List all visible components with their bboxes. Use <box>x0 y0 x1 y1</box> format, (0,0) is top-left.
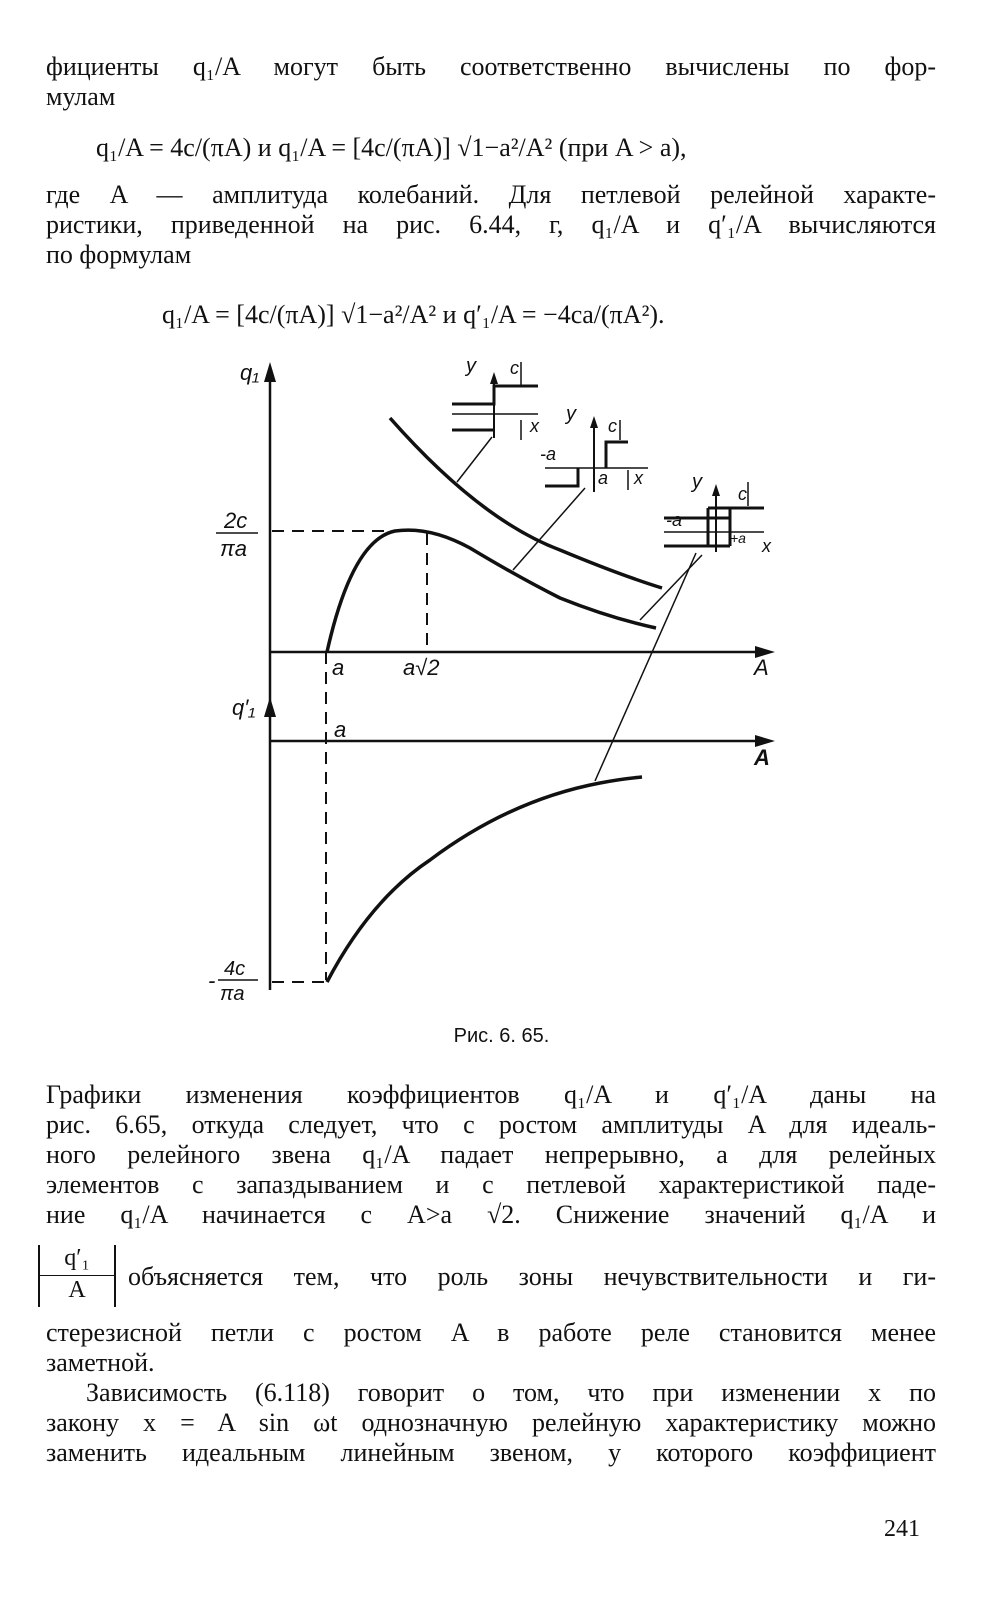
inset-3-minus-a: -a <box>666 510 683 530</box>
paragraph-3 <box>46 1080 936 1230</box>
paragraph-1-line-1: фициенты q₁/A могут быть соответственно вычислены по фор- <box>46 52 936 81</box>
y-bottom-den: πa <box>220 983 245 1005</box>
inset-1-c: c <box>510 358 519 378</box>
paragraph-3-line-2: рис. 6.65, откуда следует, что с ростом амплитуды A для идеаль- <box>46 1110 936 1139</box>
lower-y-arrow <box>264 697 276 717</box>
paragraph-3-line-7: стерезисной петли с ростом A в работе реле становится менее <box>46 1318 936 1347</box>
y-bottom-sign: - <box>208 968 216 993</box>
paragraph-3-line-4: элементов с запаздыванием и с петлевой характеристикой паде- <box>46 1170 936 1199</box>
paragraph-4-line-2: закону x = A sin ωt однозначную релейную характеристику можно <box>46 1408 936 1437</box>
label-q1: q₁ <box>240 360 260 385</box>
curve-delay-relay <box>327 530 656 652</box>
inset-dead-zone-relay <box>545 420 648 492</box>
tick-a: a <box>332 655 345 680</box>
inset-3-arrow-y <box>712 484 720 496</box>
paragraph-3-tail <box>46 1318 936 1378</box>
inset-2-c: c <box>608 416 617 436</box>
page-number: 241 <box>884 1516 920 1542</box>
paragraph-3-continued <box>128 1262 936 1292</box>
inset-3-plus-a: +a <box>730 530 746 546</box>
paragraph-2-line-1: где A — амплитуда колебаний. Для петлевой релейной характе- <box>46 180 936 209</box>
inset-2-arrow-y <box>590 416 598 428</box>
paragraph-2-line-2: ристики, приведенной на рис. 6.44, г, q₁/A и q′₁/A вычисляются <box>46 210 936 239</box>
leader-1 <box>457 437 492 482</box>
paragraph-2-line-3: по формулам <box>46 240 192 269</box>
paragraph-3-line-8: заметной. <box>46 1348 155 1377</box>
tick-a-sqrt2: a√2 <box>403 655 440 680</box>
paragraph-3-line-6: объясняется тем, что роль зоны нечувствительности и ги- <box>128 1262 936 1291</box>
formula-1: q₁/A = 4c/(πA) и q₁/A = [4c/(πA)] √1−a²/A² (при A > a), <box>96 133 687 162</box>
paragraph-4-line-3: заменить идеальным линейным звеном, у которого коэффициент <box>46 1438 936 1467</box>
inset-2-y: y <box>566 403 576 425</box>
figure-caption: Рис. 6. 65. <box>453 1025 550 1047</box>
y-bottom-num: 4c <box>224 958 246 980</box>
paragraph-4-rest <box>46 1408 936 1468</box>
inset-ideal-relay <box>452 362 538 440</box>
y-top-den: πa <box>220 536 247 561</box>
paragraph-3-line-3: ного релейного звена q₁/A падает непрерывно, а для релейных <box>46 1140 936 1169</box>
inset-2-minus-a: -a <box>540 444 557 464</box>
y-top-num: 2c <box>224 508 248 533</box>
paragraph-3-line-1: Графики изменения коэффициентов q₁/A и q′₁/A даны на <box>46 1080 936 1109</box>
upper-y-arrow <box>264 362 276 382</box>
inset-1-arrow-y <box>490 372 498 384</box>
inset-3-y: y <box>692 471 702 493</box>
label-A-top: A <box>754 655 769 680</box>
inset-3-c: c <box>738 484 747 504</box>
label-q1-prime: q′₁ <box>232 695 256 720</box>
abs-fraction-den: A <box>68 1277 86 1303</box>
paragraph-4-line-1: Зависимость (6.118) говорит о том, что при изменении x по <box>86 1378 936 1407</box>
curve-q1-prime <box>327 777 642 982</box>
inset-1-y: y <box>466 355 476 377</box>
inset-1-x: x <box>530 416 539 436</box>
label-A-bottom: A <box>754 745 770 770</box>
paragraph-4 <box>46 1378 936 1408</box>
inset-3-x: x <box>762 536 771 556</box>
paragraph-1-line-2: мулам <box>46 82 116 111</box>
tick-a-bottom: a <box>334 717 347 742</box>
inset-2-a: a <box>598 468 609 488</box>
paragraph-3-line-5: ние q₁/A начинается с A>a √2. Снижение значений q₁/A и <box>46 1200 936 1229</box>
formula-2: q₁/A = [4c/(πA)] √1−a²/A² и q′₁/A = −4ca/(πA²). <box>162 300 665 329</box>
abs-fraction-q1-prime-over-A <box>38 1245 116 1307</box>
inset-2-x: x <box>634 468 643 488</box>
abs-fraction-num: q′₁ <box>40 1245 114 1276</box>
leader-4 <box>595 553 696 781</box>
